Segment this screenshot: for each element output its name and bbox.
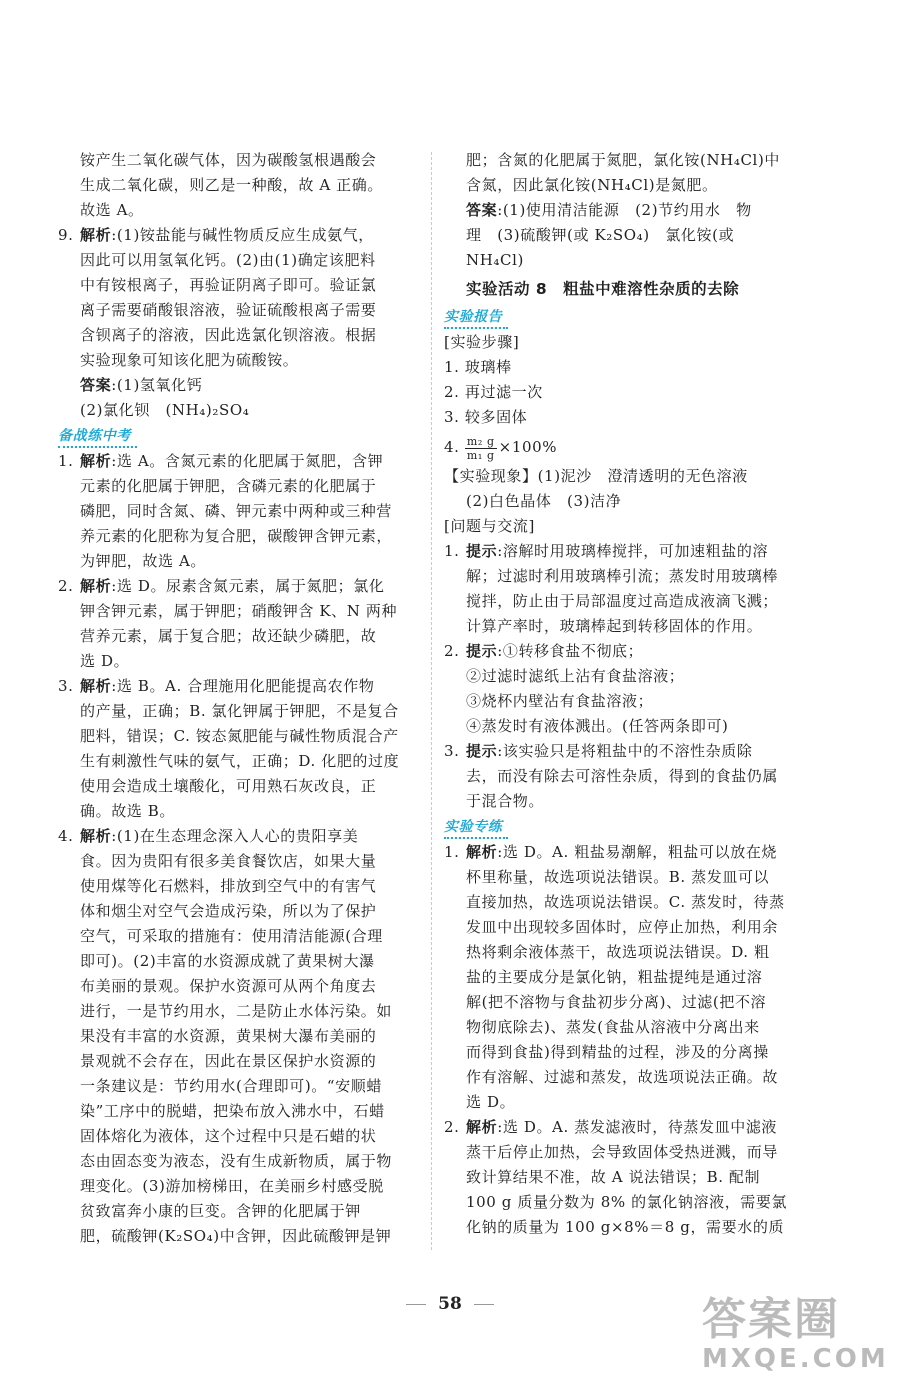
text-line: NH₄Cl) (466, 251, 524, 269)
text-line: 布美丽的景观。保护水资源可从两个角度去 (80, 977, 377, 995)
text-line: 含钡离子的溶液，因此选氯化钡溶液。根据 (80, 326, 377, 344)
text-line: 选 D。 (80, 652, 130, 670)
text-line: :溶解时用玻璃棒搅拌，可加速粗盐的溶 (497, 542, 769, 560)
qa-heading: [问题与交流] (444, 517, 535, 535)
step-line: 2. 再过滤一次 (444, 383, 543, 401)
exam-question-3 (58, 674, 428, 824)
text-line: 磷肥，同时含氮、磷、钾元素中两种或三种营 (80, 502, 393, 520)
drill-question-1 (444, 840, 814, 1115)
question-number: 2. (444, 642, 460, 660)
question-number: 4. (58, 827, 74, 845)
text-line: :①转移食盐不彻底； (497, 642, 644, 660)
text-line: 铵产生二氧化碳气体，因为碳酸氢根遇酸会 (80, 151, 377, 169)
watermark-logo (702, 1294, 889, 1380)
text-line: 100 g 质量分数为 8% 的氯化钠溶液，需要氯 (466, 1193, 788, 1211)
analysis-label: 解析 (80, 577, 112, 595)
hint-1 (444, 539, 814, 639)
text-line: 中有铵根离子，再验证阴离子即可。验证氯 (80, 276, 377, 294)
text-line: 化钠的质量为 100 g×8%＝8 g，需要水的质 (466, 1218, 785, 1236)
exam-question-1 (58, 449, 428, 574)
question-number: 3. (58, 677, 74, 695)
step-line: 3. 较多固体 (444, 408, 528, 426)
analysis-label: 解析 (466, 1118, 498, 1136)
text-line: 空气，可采取的措施有：使用清洁能源(合理 (80, 927, 383, 945)
analysis-label: 解析 (80, 827, 112, 845)
text-line: 于混合物。 (466, 792, 545, 810)
text-line: (2)白色晶体 (3)洁净 (466, 492, 622, 510)
text-line: 进行，一是节约用水，二是防止水体污染。如 (80, 1002, 393, 1020)
hint-2 (444, 639, 814, 739)
yield-fraction (465, 435, 497, 462)
watermark-text-bottom: MXQE.COM (702, 1344, 889, 1374)
text-line: 离子需要硝酸银溶液，验证硫酸根离子需要 (80, 301, 377, 319)
column-divider (431, 152, 432, 1250)
analysis-label: 解析 (466, 843, 498, 861)
text-line: 确。故选 B。 (80, 802, 175, 820)
continued-answer (444, 148, 814, 273)
text-line: 物彻底除去)、蒸发(食盐从溶液中分离出来 (466, 1018, 760, 1036)
text-line: 因此可以用氢氧化钙。(2)由(1)确定该肥料 (80, 251, 376, 269)
text-line: 钾含钾元素，属于钾肥；硝酸钾含 K、N 两种 (80, 602, 398, 620)
analysis-label: 解析 (80, 226, 112, 244)
text-line: ④蒸发时有液体溅出。(任答两条即可) (466, 717, 729, 735)
text-line: 计算产率时，玻璃棒起到转移固体的作用。 (466, 617, 763, 635)
hint-label: 提示 (466, 642, 498, 660)
left-column (58, 148, 428, 1249)
question-number: 2. (444, 1118, 460, 1136)
phenomena-block (444, 464, 814, 514)
fraction-multiplier: ×100% (498, 438, 558, 456)
step-4 (444, 430, 814, 464)
section-tag-report: 实验报告 (444, 307, 508, 329)
question-number: 1. (58, 452, 74, 470)
analysis-label: 解析 (80, 452, 112, 470)
text-line: 态由固态变为液态，没有生成新物质，属于物 (80, 1152, 393, 1170)
question-9 (58, 223, 428, 423)
text-line: :选 D。尿素含氮元素，属于氮肥；氯化 (111, 577, 385, 595)
section-tag-exam-prep: 备战练中考 (58, 426, 137, 448)
steps-heading: [实验步骤] (444, 333, 520, 351)
text-line: 发皿中出现较多固体时，应停止加热，利用余 (466, 918, 779, 936)
text-line: 而得到食盐)得到精盐的过程，涉及的分离操 (466, 1043, 769, 1061)
question-number: 3. (444, 742, 460, 760)
text-line: 的产量，正确；B. 氯化钾属于钾肥，不是复合 (80, 702, 399, 720)
text-line: 解；过滤时利用玻璃棒引流；蒸发时用玻璃棒 (466, 567, 779, 585)
step-line: 1. 玻璃棒 (444, 358, 512, 376)
watermark-text-top: 答案圈 (702, 1294, 840, 1345)
text-line: 养元素的化肥称为复合肥，碳酸钾含钾元素， (80, 527, 393, 545)
text-line: 作有溶解、过滤和蒸发，故选项说法正确。故 (466, 1068, 779, 1086)
text-line: :选 A。含氮元素的化肥属于氮肥，含钾 (111, 452, 384, 470)
text-line: 热将剩余液体蒸干，故选项说法错误。D. 粗 (466, 943, 770, 961)
text-line: 【实验现象】(1)泥沙 澄清透明的无色溶液 (444, 467, 748, 485)
text-line: 果没有丰富的水资源，黄果树大瀑布美丽的 (80, 1027, 377, 1045)
analysis-label: 解析 (80, 677, 112, 695)
text-line: :(1)在生态理念深入人心的贵阳享美 (111, 827, 359, 845)
text-line: 染”工序中的脱蜡，把染布放入沸水中，石蜡 (80, 1102, 385, 1120)
hint-3 (444, 739, 814, 814)
exam-question-4 (58, 824, 428, 1249)
text-line: :选 D。A. 蒸发滤液时，待蒸发皿中滤液 (497, 1118, 778, 1136)
question-number: 2. (58, 577, 74, 595)
section-tag-drill: 实验专练 (444, 817, 508, 839)
question-number: 1. (444, 843, 460, 861)
text-line: 生有刺激性气味的氨气，正确；D. 化肥的过度 (80, 752, 400, 770)
text-line: :选 B。A. 合理施用化肥能提高农作物 (111, 677, 375, 695)
answer-label: 答案 (466, 201, 498, 219)
text-line: :(1)氢氧化钙 (111, 376, 203, 394)
hint-label: 提示 (466, 542, 498, 560)
text-line: 固体熔化为液体，这个过程中只是石蜡的状 (80, 1127, 377, 1145)
text-line: (2)氯化钡 (NH₄)₂SO₄ (80, 401, 250, 419)
text-line: 使用会造成土壤酸化，可用熟石灰改良，正 (80, 777, 377, 795)
intro-block (58, 148, 428, 223)
text-line: 一条建议是：节约用水(合理即可)。“安顺蜡 (80, 1077, 382, 1095)
fraction-denominator: m₁ g (466, 448, 495, 462)
text-line: 体和烟尘对空气会造成污染，所以为了保护 (80, 902, 377, 920)
text-line: 致计算结果不准，故 A 说法错误；B. 配制 (466, 1168, 761, 1186)
footer-rule-right (474, 1304, 494, 1305)
text-line: 含氮，因此氯化铵(NH₄Cl)是氮肥。 (466, 176, 718, 194)
text-line: :(1)铵盐能与碱性物质反应生成氨气， (111, 226, 374, 244)
text-line: 实验现象可知该化肥为硫酸铵。 (80, 351, 299, 369)
page-number: 58 (438, 1294, 462, 1314)
text-line: 去，而没有除去可溶性杂质，得到的食盐仍属 (466, 767, 779, 785)
text-line: 故选 A。 (80, 201, 144, 219)
text-line: 营养元素，属于复合肥；故还缺少磷肥，故 (80, 627, 377, 645)
text-line: :选 D。A. 粗盐易潮解，粗盐可以放在烧 (497, 843, 778, 861)
footer-rule-left (406, 1304, 426, 1305)
text-line: 杯里称量，故选项说法错误。B. 蒸发皿可以 (466, 868, 770, 886)
step-number: 4. (444, 438, 460, 456)
drill-question-2 (444, 1115, 814, 1240)
answer-label: 答案 (80, 376, 112, 394)
text-line: 解(把不溶物与食盐初步分离)、过滤(把不溶 (466, 993, 767, 1011)
text-line: 景观就不会存在，因此在景区保护水资源的 (80, 1052, 377, 1070)
activity-title: 实验活动 8 粗盐中难溶性杂质的去除 (466, 280, 740, 298)
text-line: :(1)使用清洁能源 (2)节约用水 物 (497, 201, 752, 219)
text-line: ②过滤时滤纸上沾有食盐溶液； (466, 667, 685, 685)
text-line: :该实验只是将粗盐中的不溶性杂质除 (497, 742, 753, 760)
question-number: 9. (58, 226, 74, 244)
text-line: ③烧杯内壁沾有食盐溶液； (466, 692, 654, 710)
text-line: 选 D。 (466, 1093, 516, 1111)
text-line: 盐的主要成分是氯化钠，粗盐提纯是通过溶 (466, 968, 763, 986)
text-line: 肥；含氮的化肥属于氮肥，氯化铵(NH₄Cl)中 (466, 151, 780, 169)
text-line: 元素的化肥属于钾肥，含磷元素的化肥属于 (80, 477, 377, 495)
text-line: 即可)。(2)丰富的水资源成就了黄果树大瀑 (80, 952, 375, 970)
text-line: 肥，硫酸钾(K₂SO₄)中含钾，因此硫酸钾是钾 (80, 1227, 392, 1245)
question-number: 1. (444, 542, 460, 560)
exam-question-2 (58, 574, 428, 674)
text-line: 肥料，错误；C. 铵态氮肥能与碱性物质混合产 (80, 727, 399, 745)
right-column (444, 148, 814, 1240)
text-line: 蒸干后停止加热，会导致固体受热迸溅，而导 (466, 1143, 779, 1161)
text-line: 使用煤等化石燃料，排放到空气中的有害气 (80, 877, 377, 895)
text-line: 理 (3)硫酸钾(或 K₂SO₄) 氯化铵(或 (466, 226, 735, 244)
text-line: 生成二氧化碳，则乙是一种酸，故 A 正确。 (80, 176, 383, 194)
text-line: 为钾肥，故选 A。 (80, 552, 207, 570)
fraction-numerator: m₂ g (466, 434, 495, 448)
text-line: 搅拌，防止由于局部温度过高造成液滴飞溅； (466, 592, 779, 610)
text-line: 贫致富奔小康的巨变。含钾的化肥属于钾 (80, 1202, 361, 1220)
hint-label: 提示 (466, 742, 498, 760)
text-line: 理变化。(3)游加榜梯田，在美丽乡村感受脱 (80, 1177, 384, 1195)
text-line: 直接加热，故选项说法错误。C. 蒸发时，待蒸 (466, 893, 785, 911)
text-line: 食。因为贵阳有很多美食餐饮店，如果大量 (80, 852, 377, 870)
